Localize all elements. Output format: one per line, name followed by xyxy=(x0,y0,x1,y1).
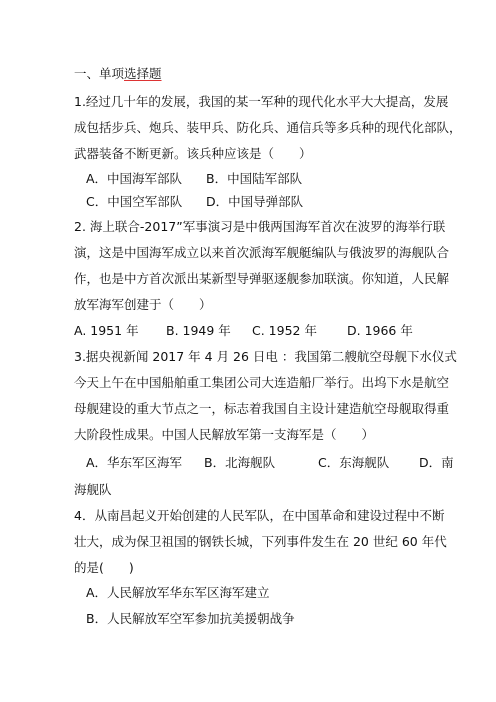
question-3-line-1: 3.据央视新闻 2017 年 4 月 26 日电 ：我国第二艘航空母舰下水仪式 xyxy=(74,349,457,364)
section-heading-prefix: 一、单项 xyxy=(74,66,125,81)
question-1-option-c: C．中国空军部队 xyxy=(86,194,183,209)
question-3-line-4: 大阶段性成果。中国人民解放军第一支海军是（ ） xyxy=(74,427,375,442)
question-2-option-a: A. 1951 年 xyxy=(74,323,139,338)
question-4-line-1: 4．从南昌起义开始创建的人民军队，在中国革命和建设过程中不断 xyxy=(74,508,445,523)
question-3-option-a: A．华东军区海军 xyxy=(86,455,183,470)
question-2-line-1: 2. 海上联合-2017”军事演习是中俄两国海军首次在波罗的海举行联 xyxy=(74,219,446,234)
question-1-option-d: D．中国导弹部队 xyxy=(206,194,304,209)
question-4-option-b: B．人民解放军空军参加抗美援朝战争 xyxy=(86,611,295,626)
section-heading xyxy=(74,66,162,82)
question-3-option-b: B．北海舰队 xyxy=(204,455,276,470)
question-3-line-3: 母舰建设的重大节点之一，标志着我国自主设计建造航空母舰取得重 xyxy=(74,401,450,416)
question-1-line-1: 1.经过几十年的发展，我国的某一军种的现代化水平大大提高，发展 xyxy=(74,94,449,109)
section-heading-underlined: 选择题 xyxy=(124,66,162,81)
question-2-line-4: 放军海军创建于（ ） xyxy=(74,297,212,312)
question-2-line-3: 作，也是中方首次派出某新型导弹驱逐舰参加联演。你知道，人民解 xyxy=(74,271,450,286)
question-3-option-d: D．南 xyxy=(419,455,454,470)
question-1-option-b: B．中国陆军部队 xyxy=(206,171,303,186)
question-2-line-2: 演，这是中国海军成立以来首次派海军舰艇编队与俄波罗的海舰队合 xyxy=(74,245,450,260)
question-3-option-d-tail: 海舰队 xyxy=(74,482,112,497)
question-1-line-3: 武器装备不断更新。该兵种应该是（ ） xyxy=(74,146,312,161)
question-2-option-c: C. 1952 年 xyxy=(252,323,317,338)
question-3-option-c: C．东海舰队 xyxy=(318,455,390,470)
question-1-option-a: A．中国海军部队 xyxy=(86,171,183,186)
question-2-option-b: B. 1949 年 xyxy=(166,323,231,338)
question-3-line-2: 今天上午在中国船舶重工集团公司大连造船厂举行。出坞下水是航空 xyxy=(74,375,450,390)
question-4-line-2: 壮大，成为保卫祖国的钢铁长城，下列事件发生在 20 世纪 60 年代 xyxy=(74,534,447,549)
question-2-option-d: D. 1966 年 xyxy=(347,323,413,338)
question-4-line-3: 的是( ) xyxy=(74,560,134,575)
question-1-line-2: 成包括步兵、炮兵、装甲兵、防化兵、通信兵等多兵种的现代化部队， xyxy=(74,120,462,135)
question-4-option-a: A．人民解放军华东军区海军建立 xyxy=(86,585,270,600)
